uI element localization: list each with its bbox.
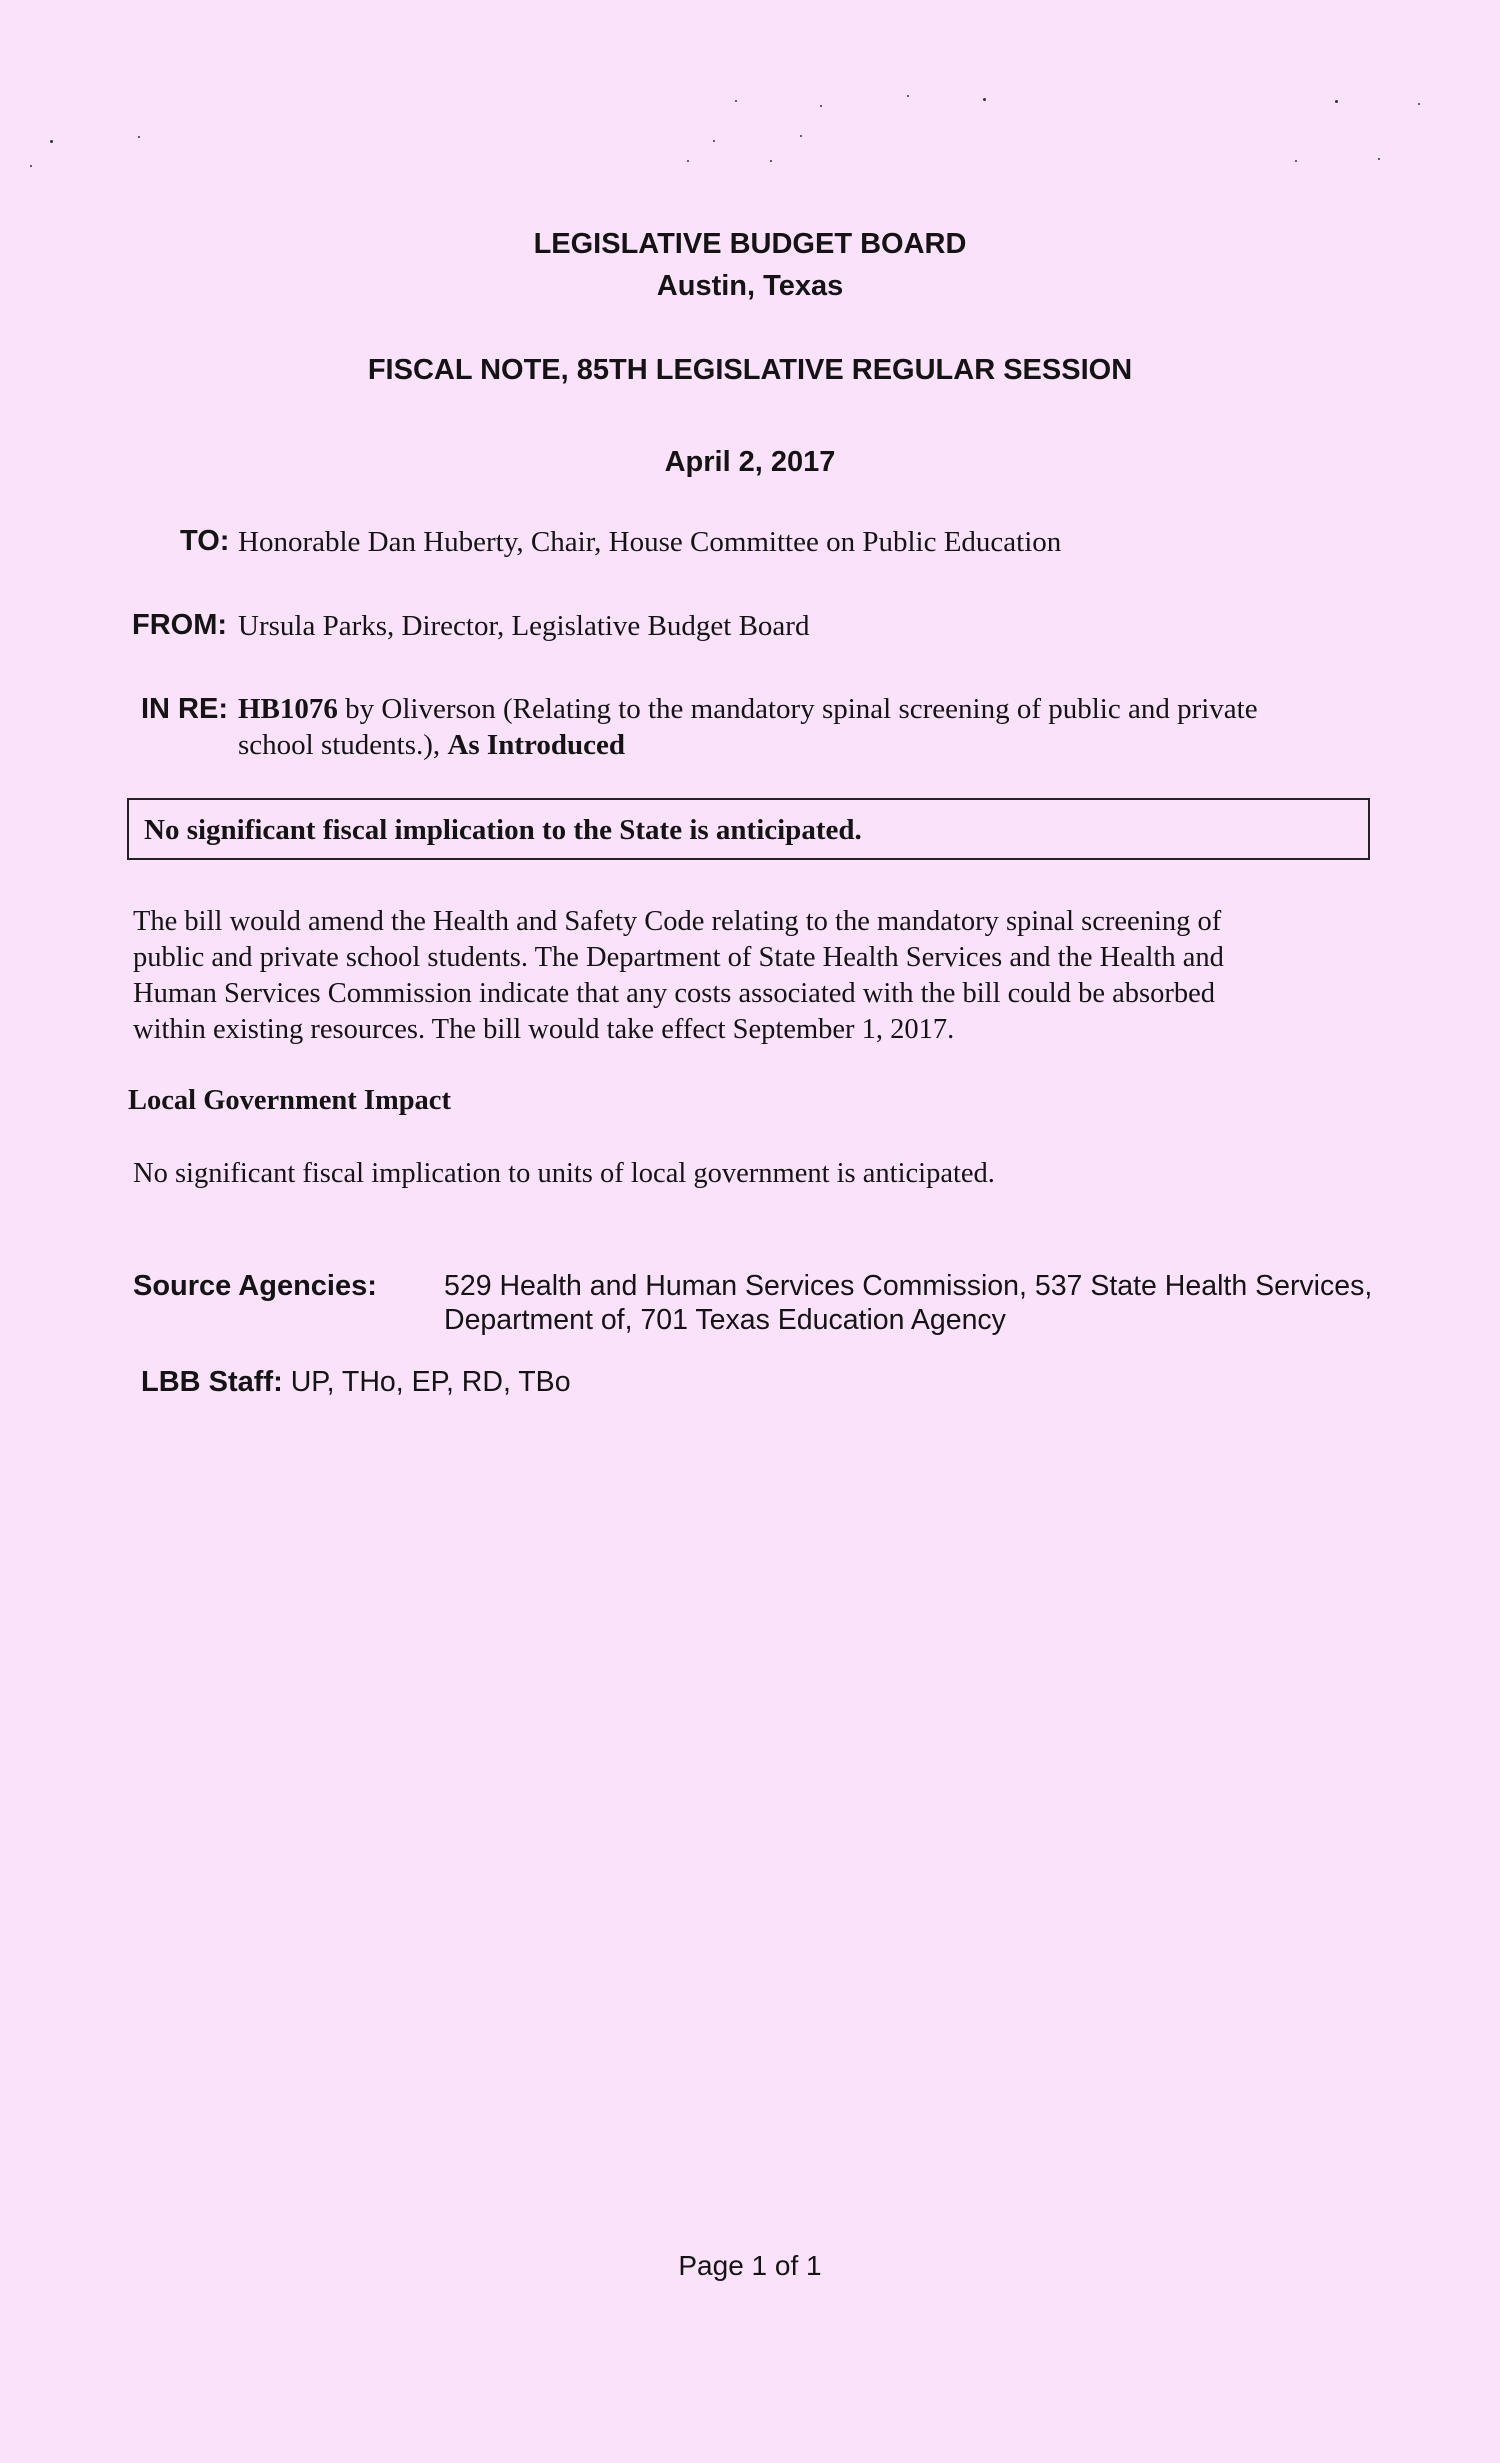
memo-inre-line1	[238, 693, 1258, 726]
scan-speck	[50, 140, 53, 143]
scan-speck	[800, 135, 802, 137]
page-number: Page 1 of 1	[678, 2250, 822, 2281]
memo-from-label: FROM:	[132, 609, 228, 641]
document-org-title: LEGISLATIVE BUDGET BOARD	[533, 228, 967, 260]
body-line: The bill would amend the Health and Safety Code relating to the mandatory spinal screening of	[133, 906, 1222, 937]
scan-speck	[1418, 103, 1420, 105]
memo-from-value: Ursula Parks, Director, Legislative Budget Board	[238, 610, 810, 642]
scan-speck	[820, 105, 822, 107]
lbb-staff-label: LBB Staff:	[141, 1366, 283, 1398]
body-line: public and private school students. The Department of State Health Services and the Health and	[133, 942, 1224, 973]
document-city: Austin, Texas	[656, 270, 844, 302]
memo-to-value: Honorable Dan Huberty, Chair, House Committee on Public Education	[238, 526, 1062, 558]
source-agencies-line2: Department of, 701 Texas Education Agency	[444, 1304, 1006, 1336]
lbb-staff-value: UP, THo, EP, RD, TBo	[290, 1366, 571, 1398]
local-government-heading: Local Government Impact	[128, 1085, 451, 1116]
source-agencies-label: Source Agencies:	[133, 1270, 377, 1302]
scan-speck	[735, 100, 737, 102]
scan-speck	[138, 136, 140, 138]
body-line: within existing resources. The bill would take effect September 1, 2017.	[133, 1014, 955, 1045]
scan-speck	[1295, 160, 1297, 162]
scan-speck	[1378, 158, 1380, 160]
fiscal-summary-box	[127, 798, 1370, 860]
fiscal-summary-text: No significant fiscal implication to the State is anticipated.	[144, 814, 862, 846]
local-government-text: No significant fiscal implication to units of local government is anticipated.	[133, 1158, 995, 1189]
bill-version: As Introduced	[447, 729, 625, 761]
scan-speck	[983, 98, 986, 101]
lbb-staff-row	[133, 1348, 571, 1399]
bill-number: HB1076	[238, 693, 338, 725]
body-line: Human Services Commission indicate that any costs associated with the bill could be absorbed	[133, 978, 1215, 1009]
body-paragraph	[133, 904, 1224, 1048]
scan-speck	[770, 160, 772, 162]
scan-speck	[907, 95, 909, 97]
document-date: April 2, 2017	[664, 446, 836, 478]
source-agencies-line1: 529 Health and Human Services Commission, 537 State Health Services,	[444, 1270, 1373, 1302]
fiscal-note-title: FISCAL NOTE, 85TH LEGISLATIVE REGULAR SESSION	[367, 354, 1133, 386]
scan-speck	[713, 140, 715, 142]
scan-speck	[687, 160, 689, 162]
scan-speck	[1335, 100, 1338, 103]
scan-speck	[30, 165, 32, 167]
memo-to-label: TO:	[180, 525, 230, 557]
bill-description-line1: by Oliverson (Relating to the mandatory spinal screening of public and private	[337, 693, 1258, 725]
bill-description-line2: school students.),	[238, 729, 448, 761]
memo-inre-label: IN RE:	[141, 693, 228, 725]
memo-inre-line2	[238, 729, 625, 762]
